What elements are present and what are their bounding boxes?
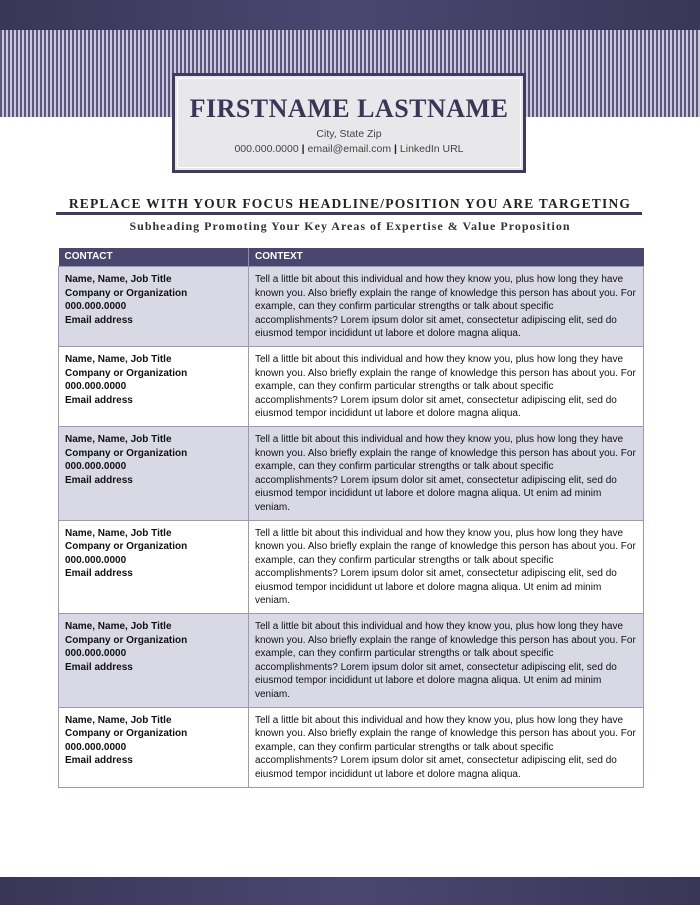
- contact-cell: [59, 426, 249, 520]
- contact-phone: 000.000.0000: [65, 554, 127, 566]
- contact-cell: [59, 520, 249, 614]
- context-cell: Tell a little bit about this individual and how they know you, plus how long they have known you. Also briefly explain the range of knowledge this person has about you. For example, can they confirm particular strengths or talk about specific accomplishments? Lorem ipsum dolor sit amet, consectetur adipiscing elit, sed do eiusmod tempor incididunt ut labore et dolore magna aliqua. Ut enim ad minim veniam.: [249, 614, 644, 708]
- table-row: [59, 267, 644, 347]
- table-header-row: [59, 248, 644, 267]
- contact-phone: 000.000.0000: [65, 461, 127, 473]
- table-row: [59, 346, 644, 426]
- contact-cell: [59, 346, 249, 426]
- context-cell: Tell a little bit about this individual and how they know you, plus how long they have known you. Also briefly explain the range of knowledge this person has about you. For example, can they confirm particular strengths or talk about specific accomplishments? Lorem ipsum dolor sit amet, consectetur adipiscing elit, sed do eiusmod tempor incididunt ut labore et dolore magna aliqua. Ut enim ad minim veniam.: [249, 520, 644, 614]
- contact-phone: 000.000.0000: [65, 648, 127, 660]
- column-header-contact: CONTACT: [59, 248, 249, 267]
- contact-company: Company or Organization: [65, 634, 188, 646]
- contact-company: Company or Organization: [65, 728, 188, 740]
- context-cell: Tell a little bit about this individual and how they know you, plus how long they have known you. Also briefly explain the range of knowledge this person has about you. For example, can they confirm particular strengths or talk about specific accomplishments? Lorem ipsum dolor sit amet, consectetur adipiscing elit, sed do eiusmod tempor incididunt ut labore et dolore magna aliqua.: [249, 707, 644, 787]
- address: City, State Zip: [316, 128, 382, 140]
- full-name: FIRSTNAME LASTNAME: [189, 94, 509, 123]
- contact-line: [175, 143, 523, 155]
- table-row: [59, 707, 644, 787]
- subheading: Subheading Promoting Your Key Areas of Expertise & Value Proposition: [129, 219, 571, 233]
- headline-rule: [56, 212, 642, 215]
- phone: 000.000.0000: [234, 143, 299, 155]
- contact-email: Email address: [65, 568, 133, 580]
- header-banner-dark-strip: [0, 0, 700, 30]
- contact-email: Email address: [65, 661, 133, 673]
- table-row: [59, 426, 644, 520]
- contact-name: Name, Name, Job Title: [65, 714, 172, 726]
- contact-email: Email address: [65, 474, 133, 486]
- context-cell: Tell a little bit about this individual and how they know you, plus how long they have known you. Also briefly explain the range of knowledge this person has about you. For example, can they confirm particular strengths or talk about specific accomplishments? Lorem ipsum dolor sit amet, consectetur adipiscing elit, sed do eiusmod tempor incididunt ut labore et dolore magna aliqua.: [249, 346, 644, 426]
- contact-phone: 000.000.0000: [65, 301, 127, 313]
- table-row: [59, 614, 644, 708]
- contact-name: Name, Name, Job Title: [65, 433, 172, 445]
- contact-cell: [59, 267, 249, 347]
- contact-cell: [59, 707, 249, 787]
- references-table: [58, 248, 644, 788]
- contact-company: Company or Organization: [65, 287, 188, 299]
- contact-email: Email address: [65, 314, 133, 326]
- contact-cell: [59, 614, 249, 708]
- separator: |: [301, 143, 305, 155]
- table-row: [59, 520, 644, 614]
- email: email@email.com: [307, 143, 392, 155]
- context-cell: Tell a little bit about this individual and how they know you, plus how long they have known you. Also briefly explain the range of knowledge this person has about you. For example, can they confirm particular strengths or talk about specific accomplishments? Lorem ipsum dolor sit amet, consectetur adipiscing elit, sed do eiusmod tempor incididunt ut labore et dolore magna aliqua. Ut enim ad minim veniam.: [249, 426, 644, 520]
- contact-email: Email address: [65, 394, 133, 406]
- separator: |: [394, 143, 397, 155]
- contact-company: Company or Organization: [65, 447, 188, 459]
- contact-name: Name, Name, Job Title: [65, 353, 172, 365]
- contact-name: Name, Name, Job Title: [65, 621, 172, 633]
- contact-email: Email address: [65, 755, 133, 767]
- contact-name: Name, Name, Job Title: [65, 527, 172, 539]
- contact-name: Name, Name, Job Title: [65, 274, 172, 285]
- footer-banner: [0, 877, 700, 905]
- contact-company: Company or Organization: [65, 367, 188, 379]
- context-cell: Tell a little bit about this individual and how they know you, plus how long they have known you. Also briefly explain the range of knowledge this person has about you. For example, can they confirm particular strengths or talk about specific accomplishments? Lorem ipsum dolor sit amet, consectetur adipiscing elit, sed do eiusmod tempor incididunt ut labore et dolore magna aliqua.: [249, 267, 644, 347]
- linkedin: LinkedIn URL: [399, 143, 464, 155]
- contact-phone: 000.000.0000: [65, 741, 127, 753]
- headline: REPLACE WITH YOUR FOCUS HEADLINE/POSITION YOU ARE TARGETING: [68, 196, 632, 211]
- column-header-context: CONTEXT: [249, 248, 644, 267]
- name-box: [172, 73, 526, 173]
- contact-company: Company or Organization: [65, 541, 188, 553]
- contact-phone: 000.000.0000: [65, 381, 127, 393]
